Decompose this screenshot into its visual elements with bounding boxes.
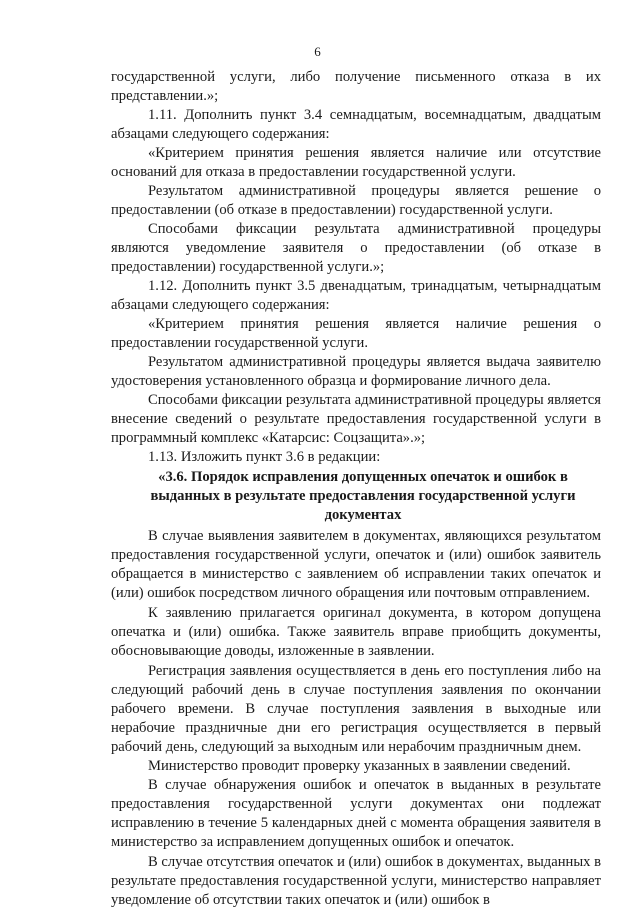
paragraph: «Критерием принятия решения является наличие решения о предоставлении государственной услуги. <box>111 316 601 351</box>
paragraph: К заявлению прилагается оригинал документа, в котором допущена опечатка и (или) ошибка. Также заявитель вправе приобщить документы, обосновывающие доводы, изложенные в заявлении. <box>111 605 601 659</box>
paragraph: Министерство проводит проверку указанных в заявлении сведений. <box>148 758 571 774</box>
paragraph: 1.11. Дополнить пункт 3.4 семнадцатым, восемнадцатым, двадцатым абзацами следующего содержания: <box>111 107 601 142</box>
section-heading: «3.6. Порядок исправления допущенных опечаток и ошибок в выданных в результате предоставления государственной услуги документах <box>150 469 576 523</box>
paragraph: государственной услуги, либо получение письменного отказа в их представлении.»; <box>111 69 601 104</box>
paragraph: В случае отсутствия опечаток и (или) ошибок в документах, выданных в результате предоставления государственной услуги, министерство направляет уведомление об отсутствии таких опечаток и (или) ошибок в <box>111 854 601 908</box>
document-body <box>111 68 601 910</box>
paragraph: Способами фиксации результата административной процедуры является внесение сведений о результате предоставления государственной услуги в программный комплекс «Катарсис: Соцзащита».»; <box>111 392 601 446</box>
paragraph: Регистрация заявления осуществляется в день его поступления либо на следующий рабочий день в случае поступления заявления по окончании рабочего времени. В случае поступления заявления в выходные или нерабочие праздничные дни его регистрация осуществляется в первый рабочий день, следующий за выходным или нерабочим праздничным днем. <box>111 663 601 755</box>
paragraph: Способами фиксации результата административной процедуры являются уведомление заявителя о предоставлении (об отказе в предоставлении) государственной услуги.»; <box>111 221 601 275</box>
paragraph: 1.12. Дополнить пункт 3.5 двенадцатым, тринадцатым, четырнадцатым абзацами следующего содержания: <box>111 278 601 313</box>
paragraph: 1.13. Изложить пункт 3.6 в редакции: <box>148 449 381 465</box>
paragraph: В случае выявления заявителем в документах, являющихся результатом предоставления государственной услуги, опечаток и (или) ошибок заявитель обращается в министерство с заявлением об исправлении таких опечаток и (или) ошибок посредством личного обращения или почтовым отправлением. <box>111 528 601 601</box>
paragraph: «Критерием принятия решения является наличие или отсутствие оснований для отказа в предоставлении государственной услуги. <box>111 145 601 180</box>
paragraph: Результатом административной процедуры является выдача заявителю удостоверения установленного образца и формирование личного дела. <box>111 354 601 389</box>
paragraph: В случае обнаружения ошибок и опечаток в выданных в результате предоставления государственной услуги документах они подлежат исправлению в течение 5 календарных дней с момента обращения заявителя в министерство за исправлением допущенных ошибок и опечаток. <box>111 777 601 850</box>
page-number: 6 <box>314 44 321 59</box>
paragraph: Результатом административной процедуры является решение о предоставлении (об отказе в предоставлении) государственной услуги. <box>111 183 601 218</box>
